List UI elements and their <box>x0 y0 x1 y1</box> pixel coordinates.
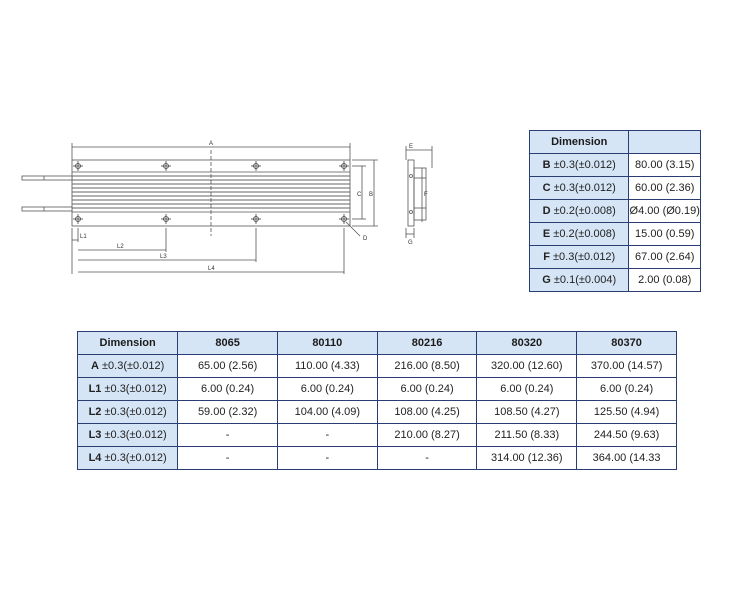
value-cell: - <box>178 424 278 447</box>
label-L3: L3 <box>160 254 167 260</box>
table-row <box>530 269 701 292</box>
table-row <box>530 154 701 177</box>
value-cell: 60.00 (2.36) <box>629 177 701 200</box>
table-row <box>530 223 701 246</box>
value-cell: - <box>277 447 377 470</box>
value-cell: 210.00 (8.27) <box>377 424 477 447</box>
label-D: D <box>363 236 368 242</box>
value-cell: 110.00 (4.33) <box>277 355 377 378</box>
table-header-row <box>530 131 701 154</box>
side-dimension-table <box>529 130 701 292</box>
value-cell: 65.00 (2.56) <box>178 355 278 378</box>
header-cell: 80320 <box>477 332 577 355</box>
table-row <box>530 246 701 269</box>
dimension-cell: D ±0.2(±0.008) <box>530 200 629 223</box>
model-dimension-table <box>77 331 677 470</box>
label-L1: L1 <box>80 234 87 240</box>
dimension-cell: L1 ±0.3(±0.012) <box>78 378 178 401</box>
value-cell: 15.00 (0.59) <box>629 223 701 246</box>
dimension-cell: C ±0.3(±0.012) <box>530 177 629 200</box>
value-cell: 6.00 (0.24) <box>377 378 477 401</box>
value-cell: 244.50 (9.63) <box>577 424 677 447</box>
header-cell <box>629 131 701 154</box>
value-cell: 80.00 (3.15) <box>629 154 701 177</box>
label-C: C <box>357 192 362 198</box>
table-row <box>78 355 677 378</box>
value-cell: 370.00 (14.57) <box>577 355 677 378</box>
value-cell: - <box>277 424 377 447</box>
header-cell: Dimension <box>530 131 629 154</box>
value-cell: 320.00 (12.60) <box>477 355 577 378</box>
label-A: A <box>209 141 214 147</box>
header-cell: 80216 <box>377 332 477 355</box>
table-row <box>530 200 701 223</box>
dimension-cell: L2 ±0.3(±0.012) <box>78 401 178 424</box>
value-cell: 6.00 (0.24) <box>577 378 677 401</box>
header-cell: Dimension <box>78 332 178 355</box>
label-L4: L4 <box>208 266 215 272</box>
value-cell: 104.00 (4.09) <box>277 401 377 424</box>
header-cell: 80370 <box>577 332 677 355</box>
label-B: B <box>369 192 374 198</box>
value-cell: 364.00 (14.33 <box>577 447 677 470</box>
value-cell: 2.00 (0.08) <box>629 269 701 292</box>
table-header-row <box>78 332 677 355</box>
label-E: E <box>409 144 414 150</box>
table-row <box>78 378 677 401</box>
table-row <box>78 447 677 470</box>
header-cell: 80110 <box>277 332 377 355</box>
dimension-cell: G ±0.1(±0.004) <box>530 269 629 292</box>
dimension-cell: L3 ±0.3(±0.012) <box>78 424 178 447</box>
value-cell: 125.50 (4.94) <box>577 401 677 424</box>
value-cell: 108.50 (4.27) <box>477 401 577 424</box>
value-cell: 67.00 (2.64) <box>629 246 701 269</box>
value-cell: 211.50 (8.33) <box>477 424 577 447</box>
value-cell: 59.00 (2.32) <box>178 401 278 424</box>
value-cell: 216.00 (8.50) <box>377 355 477 378</box>
value-cell: 6.00 (0.24) <box>477 378 577 401</box>
dimension-cell: L4 ±0.3(±0.012) <box>78 447 178 470</box>
value-cell: 314.00 (12.36) <box>477 447 577 470</box>
dimension-cell: E ±0.2(±0.008) <box>530 223 629 246</box>
value-cell: 6.00 (0.24) <box>277 378 377 401</box>
header-cell: 8065 <box>178 332 278 355</box>
table-row <box>530 177 701 200</box>
dimension-cell: B ±0.3(±0.012) <box>530 154 629 177</box>
value-cell: 108.00 (4.25) <box>377 401 477 424</box>
value-cell: Ø4.00 (Ø0.19) <box>629 200 701 223</box>
value-cell: - <box>178 447 278 470</box>
label-G: G <box>408 240 413 246</box>
table-row <box>78 401 677 424</box>
value-cell: 6.00 (0.24) <box>178 378 278 401</box>
dimension-cell: A ±0.3(±0.012) <box>78 355 178 378</box>
dimension-cell: F ±0.3(±0.012) <box>530 246 629 269</box>
label-L2: L2 <box>117 244 124 250</box>
label-F: F <box>424 192 428 198</box>
value-cell: - <box>377 447 477 470</box>
table-row <box>78 424 677 447</box>
